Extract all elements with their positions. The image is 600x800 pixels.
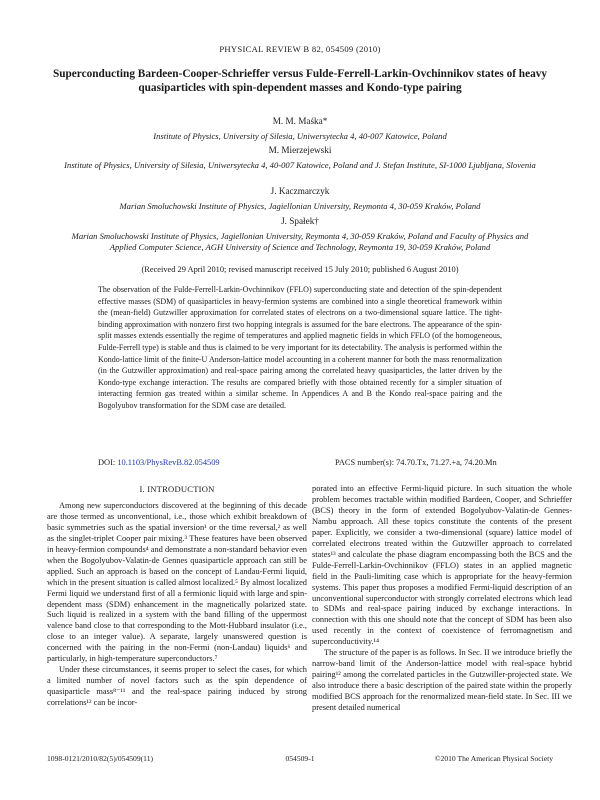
footer-page-number: 054509-1 <box>285 754 315 763</box>
author-affiliation: Institute of Physics, University of Silesia, Uniwersytecka 4, 40-007 Katowice, Poland and J. Stefan Institute, SI-1000 Ljubljana, Slovenia <box>64 159 536 170</box>
section-heading: I. INTRODUCTION <box>139 484 215 494</box>
author-block-1 <box>60 116 540 142</box>
paragraph: Under these circumstances, it seems proper to select the cases, for which a limited number of novel factors such as the spin dependence of quasiparticle mass⁸⁻¹¹ and the real-space pairing induced by strong correlations¹² can be incor- <box>47 665 307 708</box>
author-name: J. Spałek† <box>281 216 319 226</box>
abstract: The observation of the Fulde-Ferrell-Larkin-Ovchinnikov (FFLO) superconducting state and detection of the spin-dependent effective masses (SDM) of quasiparticles in heavy-fermion systems are combined into a single theoretical framework within the (mean-field) Gutzwiller approximation for correlated states of electrons on a two-dimensional square lattice. The tight-binding approximation with nonzero first two hopping integrals is assumed for the bare electrons. The appearance of the spin-split masses extends essentially the regime of temperatures and applied magnetic fields in which FFLO (of the homogeneous, Fulde-Ferrell type) is stable and thus is claimed to be very important for its detectability. The analysis is performed within the Kondo-lattice limit of the finite-U Anderson-lattice model accounting in a coherent manner for both the mass renormalization (in the Gutzwiller approximation) and real-space pairing among the correlated heavy quasiparticles, the latter driven by the Kondo-type exchange interaction. The results are compared briefly with those obtained recently for a simpler situation of interacting fermion gas treated within a similar scheme. In Appendices A and B the Kondo real-space pairing and the Bogolyubov transformation for the SDM case are detailed. <box>98 285 502 410</box>
doi-line <box>98 458 220 467</box>
footer-copyright: ©2010 The American Physical Society <box>434 754 553 763</box>
author-name: M. M. Maśka* <box>272 116 328 126</box>
author-affiliation: Institute of Physics, University of Silesia, Uniwersytecka 4, 40-007 Katowice, Poland <box>153 130 447 141</box>
received-dates: (Received 29 April 2010; revised manuscript received 15 July 2010; published 6 August 2010) <box>141 265 459 274</box>
author-affiliation: Marian Smoluchowski Institute of Physics, Jagiellonian University, Reymonta 4, 30-059 Kraków, Poland and Faculty of Physics and Applied Computer Science, AGH University of Science and Technology, Reymonta 19, 30-059 Kraków, Poland <box>71 230 529 252</box>
author-block-2 <box>60 145 540 171</box>
pacs-numbers: PACS number(s): 74.70.Tx, 71.27.+a, 74.20.Mn <box>335 458 497 467</box>
author-name: M. Mierzejewski <box>268 145 332 155</box>
paper-title: Superconducting Bardeen-Cooper-Schrieffer versus Fulde-Ferrell-Larkin-Ovchinnikov states of heavy quasiparticles with spin-dependent masses and Kondo-type pairing <box>52 68 548 94</box>
doi-label: DOI: <box>98 458 116 467</box>
author-name: J. Kaczmarczyk <box>270 186 330 196</box>
author-block-3 <box>60 186 540 212</box>
right-column <box>312 484 572 714</box>
paragraph: The structure of the paper is as follows. In Sec. II we introduce briefly the narrow-band limit of the Anderson-lattice model with real-space hybrid pairing¹² among the correlated particles in the Gutzwiller-projected state. We also introduce there a basic description of the paired state within the properly modified BCS approach for the renormalized mean-field state. In Sec. III we present detailed numerical <box>312 648 572 713</box>
footer-identifier: 1098-0121/2010/82(5)/054509(11) <box>47 754 154 763</box>
paragraph: porated into an effective Fermi-liquid picture. In such situation the whole problem becomes tractable within modified Bardeen, Cooper, and Schrieffer (BCS) theory in the form of extended Bogolyubov-Valatin-de Gennes-Nambu approach. All these topics constitute the contents of the present paper. Explicitly, we consider a two-dimensional (square) lattice model of correlated electrons treated within the Gutzwiller approach to correlated states¹³ and calculate the phase diagram encompassing both the BCS and the Fulde-Ferrell-Larkin-Ovchinnikov (FFLO) states in an applied magnetic field in the Pauli-limiting case which is appropriate for the heavy-fermion systems. This paper thus proposes a modified Fermi-liquid description of an unconventional superconductor with strongly correlated electrons which lead to SDMs and real-space pairing induced by exchange interactions. In connection with this one should note that the concept of SDM has been also used recently in the context of coexistence of ferromagnetism and superconductivity.¹⁴ <box>312 484 572 647</box>
author-affiliation: Marian Smoluchowski Institute of Physics, Jagiellonian University, Reymonta 4, 30-059 Kraków, Poland <box>119 200 481 211</box>
journal-header: PHYSICAL REVIEW B 82, 054509 (2010) <box>219 44 381 54</box>
paragraph: Among new superconductors discovered at the beginning of this decade are those termed as unconventional, i.e., those which exhibit breakdown of basic symmetries such as the spatial inversion¹ or the time reversal,² as well as the singlet-triplet Cooper pair mixing.³ These features have been observed in heavy-fermion compounds⁴ and demonstrate a non-standard behavior even when the Bogolyubov-Valatin-de Gennes quasiparticle approach can still be applied. Such an approach is based on the concept of Landau-Fermi liquid, which in the present situation is called almost localized.⁵ By almost localized Fermi liquid we understand first of all a fermionic liquid with large and spin-dependent mass (SDM) enhancement in the magnetically polarized state. Such liquid is realized in a system with the band filling of the uppermost valence band close to that corresponding to the Mott-Hubbard insulator (i.e., close to an integer value). A separate, largely unanswered question is concerned with the pairing in the non-Fermi (non-Landau) liquids⁶ and particularly, in high-temperature superconductors.⁷ <box>47 500 307 664</box>
author-block-4 <box>60 216 540 254</box>
left-column <box>47 484 307 709</box>
doi-link[interactable]: 10.1103/PhysRevB.82.054509 <box>117 458 220 467</box>
